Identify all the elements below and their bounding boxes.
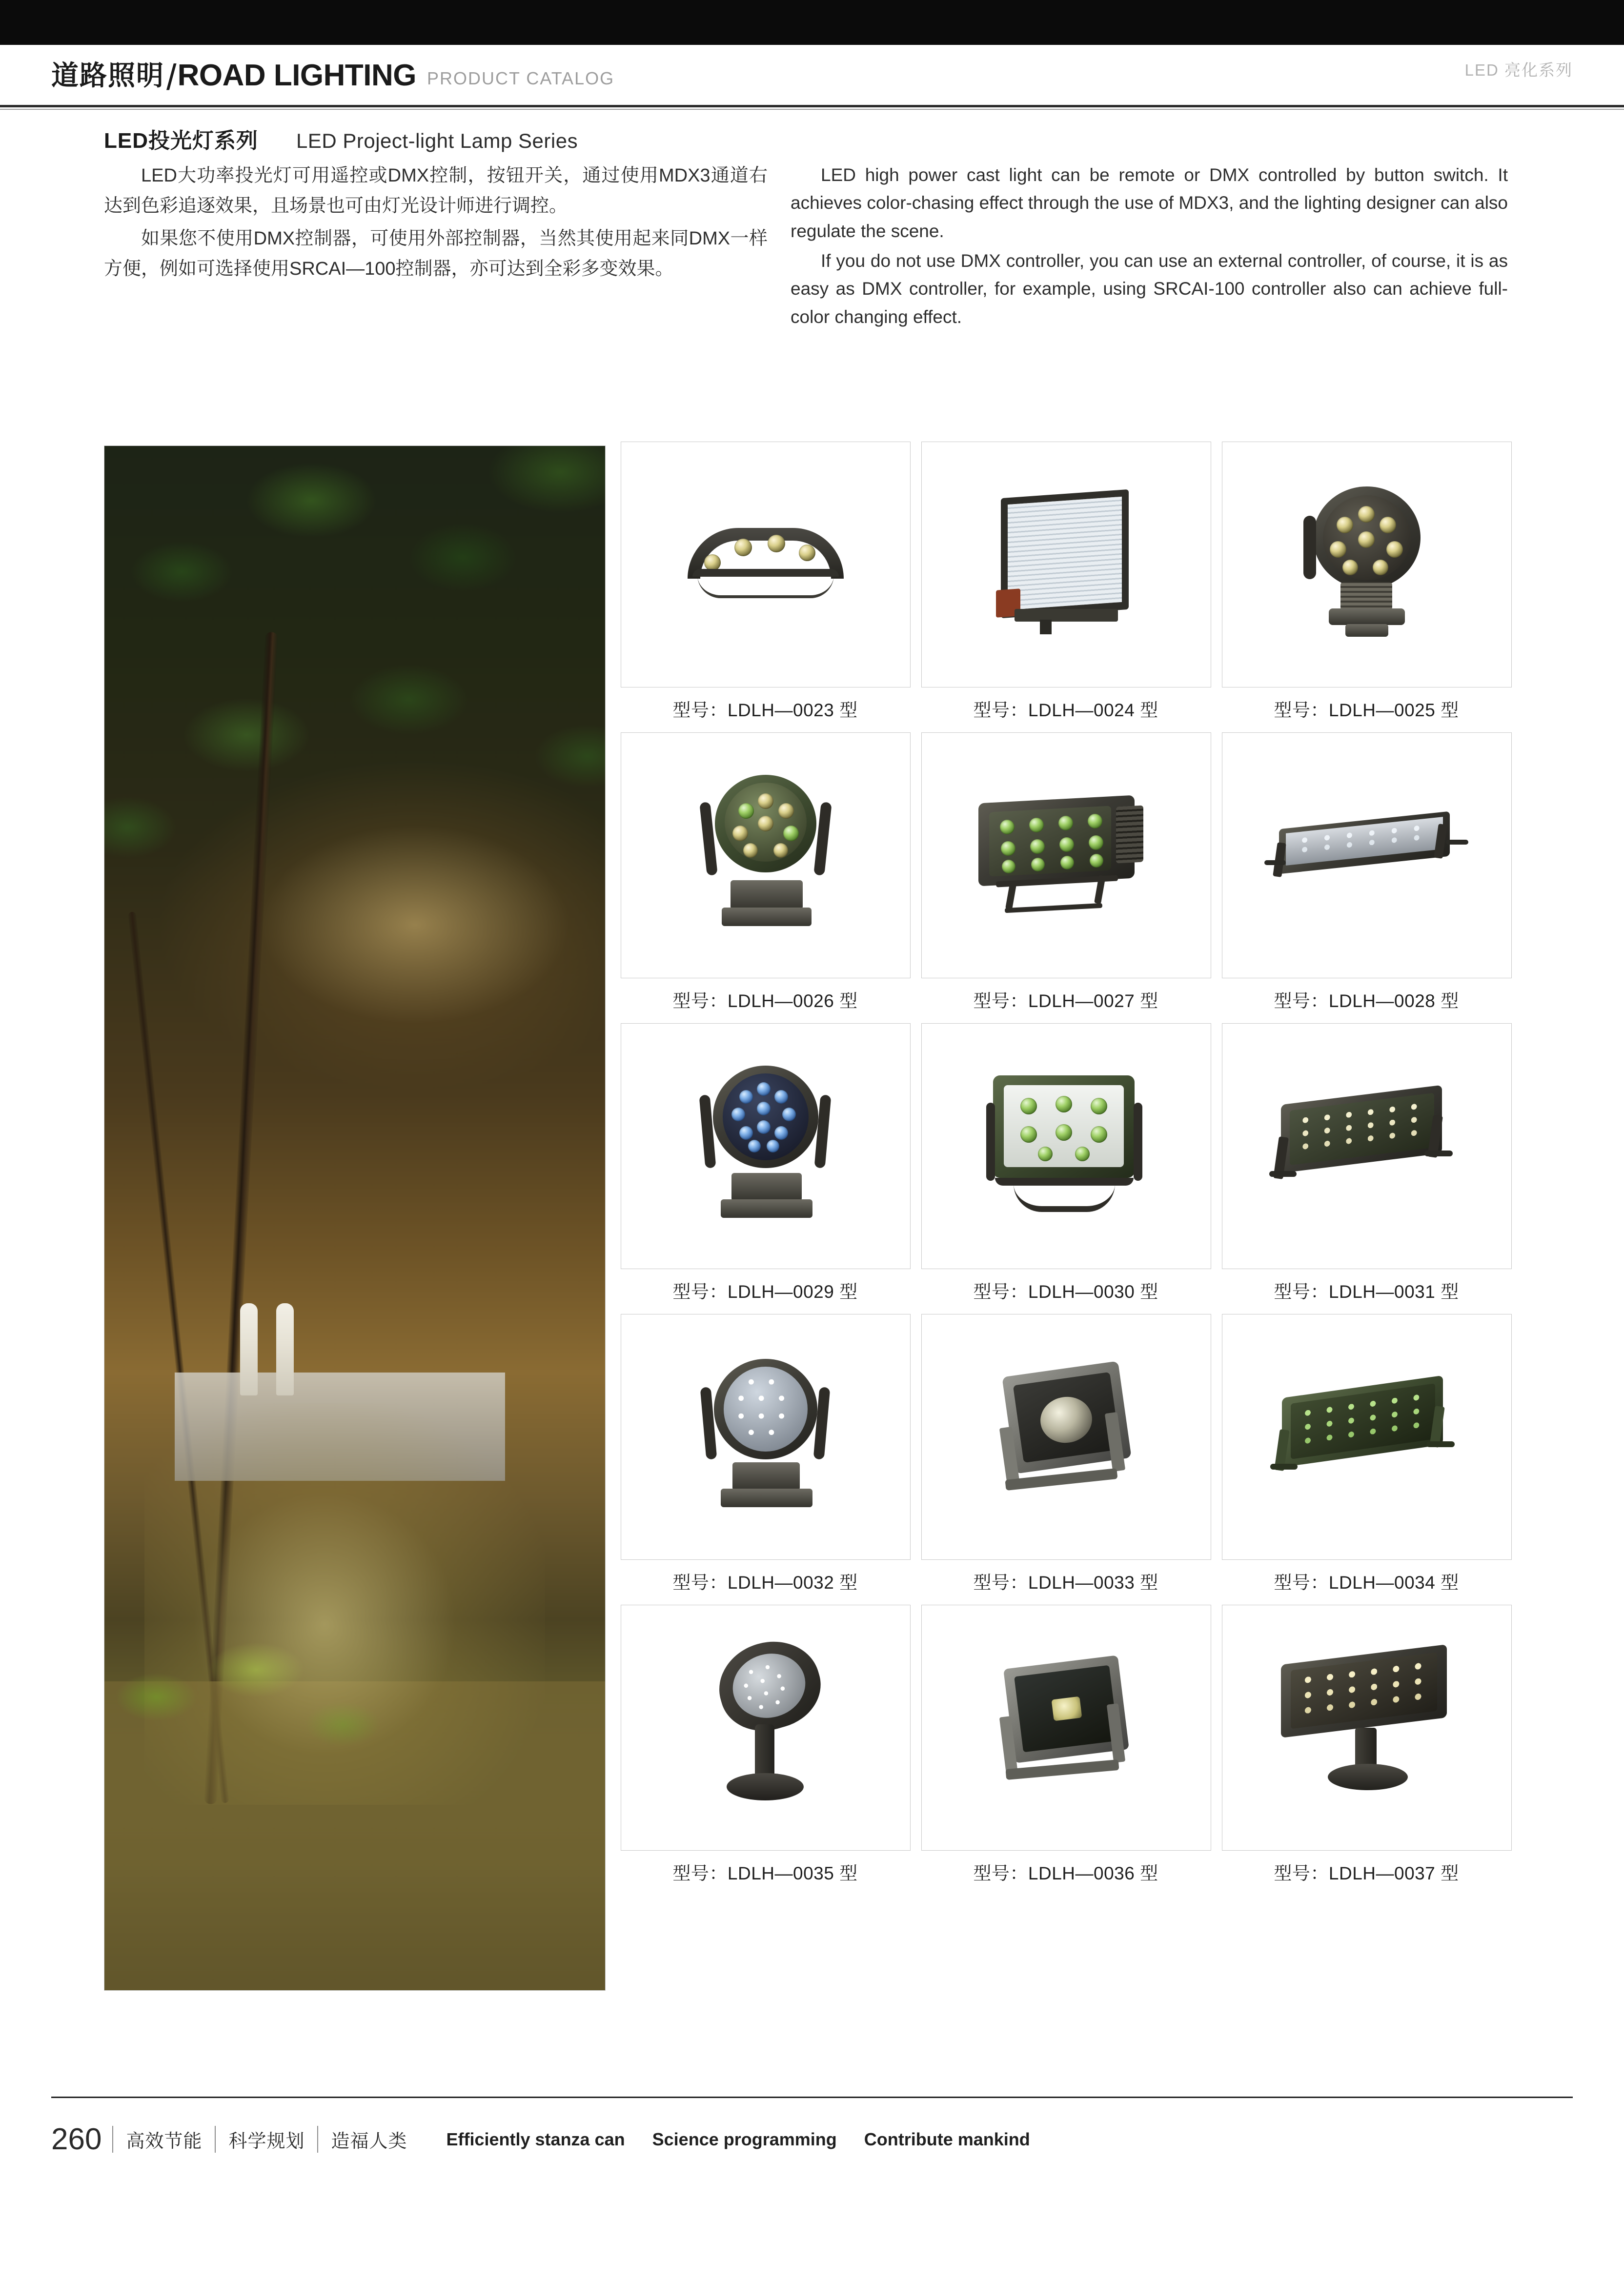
photo-chef-figure bbox=[240, 1303, 258, 1396]
product-cell[interactable] bbox=[921, 1605, 1210, 1890]
product-image-ldlh-0027[interactable] bbox=[921, 732, 1211, 978]
footer-slogan-en-2: Science programming bbox=[652, 2129, 837, 2149]
page-footer bbox=[0, 2077, 1624, 2282]
bar-green-lamp-icon bbox=[1269, 1381, 1464, 1493]
product-image-ldlh-0029[interactable] bbox=[621, 1023, 911, 1269]
photo-chef-figure bbox=[276, 1303, 294, 1396]
header-black-bar bbox=[0, 0, 1624, 45]
product-image-ldlh-0037[interactable] bbox=[1222, 1605, 1512, 1851]
product-image-ldlh-0030[interactable] bbox=[921, 1023, 1211, 1269]
product-cell[interactable] bbox=[1222, 732, 1511, 1017]
panel-flood-lamp-icon bbox=[993, 494, 1139, 635]
product-caption: 型号：LDLH—0028 型 bbox=[1274, 991, 1459, 1011]
product-grid-row bbox=[621, 1605, 1519, 1890]
product-caption: 型号：LDLH—0030 型 bbox=[973, 1282, 1158, 1302]
page-number: 260 bbox=[51, 2122, 102, 2156]
intro-column-en bbox=[791, 161, 1508, 333]
product-grid-row bbox=[621, 442, 1519, 727]
bar-36led-lamp-icon bbox=[1269, 1090, 1464, 1202]
product-image-ldlh-0036[interactable] bbox=[921, 1605, 1211, 1851]
product-grid-row bbox=[621, 732, 1519, 1017]
intro-column-cn bbox=[104, 161, 768, 287]
product-caption: 型号：LDLH—0025 型 bbox=[1274, 700, 1459, 720]
scene-photo bbox=[104, 445, 606, 1991]
footer-slogan-en-3: Contribute mankind bbox=[864, 2129, 1030, 2149]
round-amber-lamp-icon bbox=[692, 775, 839, 936]
intro-en-paragraph-2: If you do not use DMX controller, you can use an external controller, of course, it is as easy as DMX controller, for example, using SRCAI-100 controller also can achieve full-color changing effect. bbox=[791, 251, 1508, 327]
product-caption: 型号：LDLH—0031 型 bbox=[1274, 1282, 1459, 1302]
bar-base-lamp-icon bbox=[1269, 1655, 1464, 1801]
content-area bbox=[0, 442, 1624, 2042]
section-title bbox=[104, 123, 578, 154]
intro-cn-paragraph-2: 如果您不使用DMX控制器，可使用外部控制器，当然其使用起来同DMX一样方便，例如可选择使用SRCAI—100控制器，亦可达到全彩多变效果。 bbox=[104, 228, 768, 279]
header-slash: / bbox=[166, 57, 177, 98]
product-caption: 型号：LDLH—0033 型 bbox=[973, 1573, 1158, 1593]
cob-flood-lamp-icon bbox=[988, 1662, 1144, 1794]
product-caption: 型号：LDLH—0023 型 bbox=[672, 700, 858, 720]
product-image-ldlh-0034[interactable] bbox=[1222, 1314, 1512, 1560]
round-9led-lamp-icon bbox=[1299, 486, 1435, 643]
product-image-ldlh-0024[interactable] bbox=[921, 442, 1211, 687]
arc-bar-lamp-icon bbox=[688, 528, 844, 601]
spike-round-lamp-icon bbox=[697, 1642, 834, 1813]
product-caption: 型号：LDLH—0034 型 bbox=[1274, 1573, 1459, 1593]
product-cell[interactable] bbox=[1222, 1023, 1511, 1308]
square-9led-lamp-icon bbox=[983, 1075, 1149, 1217]
product-image-ldlh-0031[interactable] bbox=[1222, 1023, 1512, 1269]
footer-slogan-cn-3: 造福人类 bbox=[317, 2126, 420, 2153]
product-cell[interactable] bbox=[621, 1605, 910, 1890]
footer-slogan-en-1: Efficiently stanza can bbox=[446, 2129, 625, 2149]
product-image-ldlh-0028[interactable] bbox=[1222, 732, 1512, 978]
wall-washer-lamp-icon bbox=[1264, 811, 1469, 899]
photo-chefs bbox=[235, 1303, 325, 1396]
header-rule-thin bbox=[0, 109, 1624, 110]
header-title-cn: 道路照明 bbox=[51, 60, 164, 91]
round-blue-lamp-icon bbox=[692, 1066, 839, 1227]
section-title-cn: LED投光灯系列 bbox=[104, 129, 258, 153]
product-cell[interactable] bbox=[921, 732, 1210, 1017]
header-title-en: ROAD LIGHTING bbox=[177, 58, 417, 92]
header-subtitle: PRODUCT CATALOG bbox=[427, 68, 615, 88]
footer-slogan-cn-1: 高效节能 bbox=[112, 2126, 215, 2153]
lens-flood-lamp-icon bbox=[986, 1369, 1147, 1505]
footer-content bbox=[51, 2122, 1053, 2157]
rect-12led-lamp-icon bbox=[978, 794, 1154, 916]
product-cell[interactable] bbox=[1222, 442, 1511, 727]
product-cell[interactable] bbox=[921, 1023, 1210, 1308]
product-caption: 型号：LDLH—0032 型 bbox=[672, 1573, 858, 1593]
product-caption: 型号：LDLH—0026 型 bbox=[672, 991, 858, 1011]
product-cell[interactable] bbox=[1222, 1605, 1511, 1890]
product-image-ldlh-0035[interactable] bbox=[621, 1605, 911, 1851]
product-grid-row bbox=[621, 1314, 1519, 1599]
intro-en-paragraph-1: LED high power cast light can be remote or DMX controlled by button switch. It achieves color-chasing effect through the use of MDX3, and the lighting designer can also regulate the scene. bbox=[791, 165, 1508, 241]
product-caption: 型号：LDLH—0036 型 bbox=[973, 1863, 1158, 1883]
product-cell[interactable] bbox=[621, 732, 910, 1017]
product-cell[interactable] bbox=[1222, 1314, 1511, 1599]
product-grid-row bbox=[621, 1023, 1519, 1308]
header-series-label: LED 亮化系列 bbox=[1464, 61, 1573, 79]
product-image-ldlh-0023[interactable] bbox=[621, 442, 911, 687]
product-caption: 型号：LDLH—0029 型 bbox=[672, 1282, 858, 1302]
footer-rule bbox=[51, 2097, 1573, 2098]
header-title-block bbox=[0, 45, 1624, 106]
round-white-lamp-icon bbox=[692, 1359, 839, 1515]
photo-light-glow bbox=[144, 1403, 545, 1805]
product-caption: 型号：LDLH—0024 型 bbox=[973, 700, 1158, 720]
product-image-ldlh-0032[interactable] bbox=[621, 1314, 911, 1560]
product-cell[interactable] bbox=[621, 1314, 910, 1599]
page-header bbox=[0, 0, 1624, 115]
product-caption: 型号：LDLH—0027 型 bbox=[973, 991, 1158, 1011]
product-cell[interactable] bbox=[621, 1023, 910, 1308]
intro-cn-paragraph-1: LED大功率投光灯可用遥控或DMX控制，按钮开关，通过使用MDX3通道右达到色彩追逐效果，且场景也可由灯光设计师进行调控。 bbox=[104, 165, 768, 216]
footer-slogan-cn-2: 科学规划 bbox=[215, 2126, 317, 2153]
product-grid bbox=[621, 442, 1519, 1896]
product-image-ldlh-0025[interactable] bbox=[1222, 442, 1512, 687]
product-cell[interactable] bbox=[921, 1314, 1210, 1599]
product-image-ldlh-0033[interactable] bbox=[921, 1314, 1211, 1560]
product-cell[interactable] bbox=[921, 442, 1210, 727]
product-caption: 型号：LDLH—0035 型 bbox=[672, 1863, 858, 1883]
product-image-ldlh-0026[interactable] bbox=[621, 732, 911, 978]
photo-tree-canopy bbox=[104, 445, 606, 1126]
footer-slogan-en bbox=[447, 2129, 1053, 2150]
product-caption: 型号：LDLH—0037 型 bbox=[1274, 1863, 1459, 1883]
section-title-en: LED Project-light Lamp Series bbox=[296, 129, 578, 152]
header-rule-thick bbox=[0, 105, 1624, 107]
product-cell[interactable] bbox=[621, 442, 910, 727]
